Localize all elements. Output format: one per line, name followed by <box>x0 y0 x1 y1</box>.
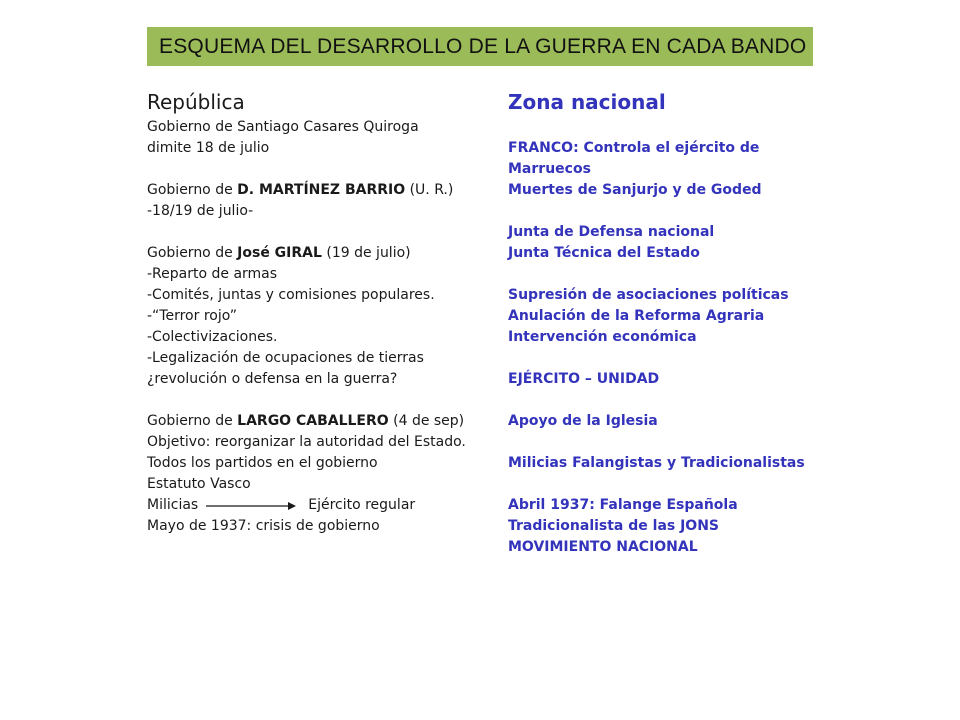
abril-line: Abril 1937: Falange Española <box>508 497 738 513</box>
mayo-line: Mayo de 1937: crisis de gobierno <box>147 518 380 534</box>
giral-suffix: (19 de julio) <box>321 245 411 261</box>
largo-suffix: (4 de sep) <box>388 413 465 429</box>
largo-estatuto: Estatuto Vasco <box>147 476 251 492</box>
milicias-row <box>147 495 492 516</box>
casares-dimite-line: dimite 18 de julio <box>147 140 270 156</box>
milicias-falangistas-line: Milicias Falangistas y Tradicionalistas <box>508 455 805 471</box>
giral-line <box>147 243 492 264</box>
giral-item-comites: -Comités, juntas y comisiones populares. <box>147 287 435 303</box>
spacer <box>147 159 492 180</box>
milicias-from: Milicias <box>147 497 199 513</box>
republica-heading: República <box>147 90 245 114</box>
junta-defensa-line: Junta de Defensa nacional <box>508 224 715 240</box>
republica-column <box>147 88 492 537</box>
largo-parties: Todos los partidos en el gobierno <box>147 455 378 471</box>
junta-tecnica-line: Junta Técnica del Estado <box>508 245 700 261</box>
barrio-prefix: Gobierno de <box>147 182 238 198</box>
spacer <box>508 117 818 138</box>
giral-item-colectivizaciones: -Colectivizaciones. <box>147 329 278 345</box>
muertes-line: Muertes de Sanjurjo y de Goded <box>508 182 762 198</box>
intervencion-line: Intervención económica <box>508 329 697 345</box>
milicias-to: Ejército regular <box>308 497 416 513</box>
giral-item-tierras: -Legalización de ocupaciones de tierras <box>147 350 424 366</box>
barrio-date-line: -18/19 de julio- <box>147 203 254 219</box>
largo-line <box>147 411 492 432</box>
giral-prefix: Gobierno de <box>147 245 238 261</box>
franco-line: FRANCO: Controla el ejército de <box>508 140 760 156</box>
spacer <box>508 474 818 495</box>
anulacion-line: Anulación de la Reforma Agraria <box>508 308 765 324</box>
barrio-name: D. MARTÍNEZ BARRIO <box>237 182 406 198</box>
spacer <box>147 390 492 411</box>
giral-name: José GIRAL <box>237 245 322 261</box>
spacer <box>508 390 818 411</box>
movimiento-line: MOVIMIENTO NACIONAL <box>508 539 698 555</box>
largo-name: LARGO CABALLERO <box>237 413 389 429</box>
spacer <box>508 348 818 369</box>
largo-objective: Objetivo: reorganizar la autoridad del Estado. <box>147 434 466 450</box>
page-title: ESQUEMA DEL DESARROLLO DE LA GUERRA EN CADA BANDO <box>159 34 807 58</box>
largo-prefix: Gobierno de <box>147 413 238 429</box>
title-banner <box>147 27 813 66</box>
barrio-line <box>147 180 492 201</box>
giral-question: ¿revolución o defensa en la guerra? <box>147 371 398 387</box>
spacer <box>147 222 492 243</box>
casares-line: Gobierno de Santiago Casares Quiroga <box>147 119 419 135</box>
giral-item-terror: -“Terror rojo” <box>147 308 238 324</box>
franco-line-2: Marruecos <box>508 161 591 177</box>
spacer <box>508 264 818 285</box>
zona-nacional-heading: Zona nacional <box>508 90 666 114</box>
spacer <box>508 432 818 453</box>
ejercito-line: EJÉRCITO – UNIDAD <box>508 371 660 387</box>
barrio-suffix: (U. R.) <box>405 182 454 198</box>
giral-item-armas: -Reparto de armas <box>147 266 278 282</box>
right-arrow-icon <box>206 501 296 511</box>
iglesia-line: Apoyo de la Iglesia <box>508 413 658 429</box>
spacer <box>508 201 818 222</box>
zona-nacional-column <box>508 88 818 558</box>
supresion-line: Supresión de asociaciones políticas <box>508 287 789 303</box>
abril-line-2: Tradicionalista de las JONS <box>508 518 720 534</box>
